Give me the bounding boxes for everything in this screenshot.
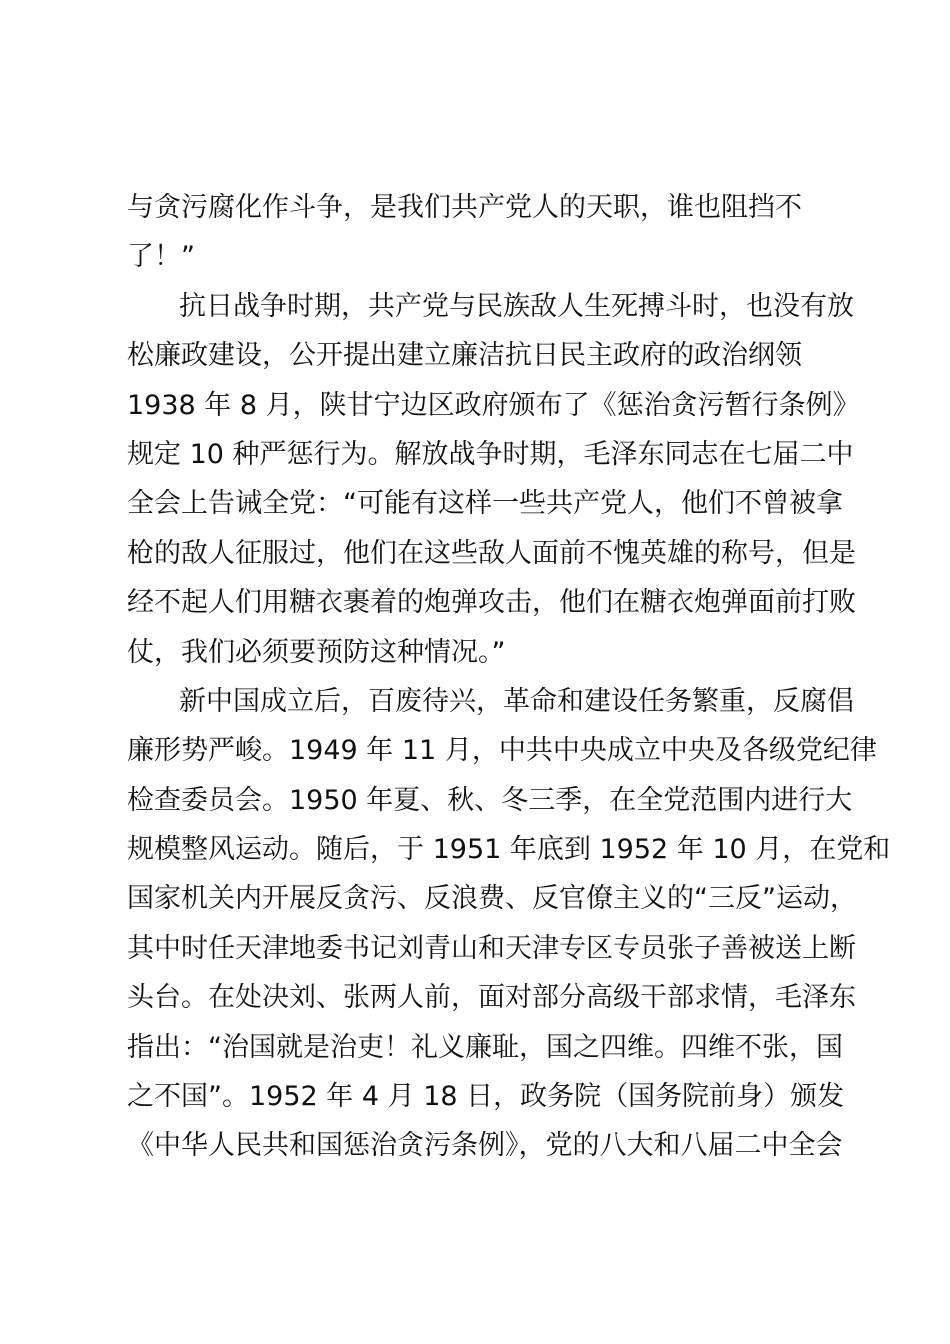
text-line: 经不起人们用糖衣裹着的炮弹攻击，他们在糖衣炮弹面前打败 [127,587,856,619]
paragraph-first-line: 抗日战争时期，共产党与民族敌人生死搏斗时，也没有放 [179,290,854,322]
text-line: 检查委员会。1950 年夏、秋、冬三季，在全党范围内进行大 [127,784,853,816]
text-line: 枪的敌人征服过，他们在这些敌人面前不愧英雄的称号，但是 [127,537,856,569]
text-line: 松廉政建设，公开提出建立廉洁抗日民主政府的政治纲领 [127,340,802,372]
text-line: 规模整风运动。随后，于 1951 年底到 1952 年 10 月，在党和 [127,834,891,866]
text-line: 全会上告诫全党：“可能有这样一些共产党人，他们不曾被拿 [127,488,843,520]
text-line: 仗，我们必须要预防这种情况。” [127,636,506,668]
text-line: 国家机关内开展反贪污、反浪费、反官僚主义的“三反”运动， [127,883,857,915]
paragraph-first-line: 新中国成立后，百废待兴，革命和建设任务繁重，反腐倡 [179,685,854,717]
text-line: 其中时任天津地委书记刘青山和天津专区专员张子善被送上断 [127,932,856,964]
text-line: 了！” [127,241,195,273]
text-line: 《中华人民共和国惩治贪污条例》，党的八大和八届二中全会 [127,1130,843,1162]
text-line: 头台。在处决刘、张两人前，面对部分高级干部求情，毛泽东 [127,982,856,1014]
body-text [127,183,891,1171]
text-line: 规定 10 种严惩行为。解放战争时期，毛泽东同志在七届二中 [127,438,854,470]
text-line: 指出：“治国就是治吏！礼义廉耻，国之四维。四维不张，国 [127,1031,843,1063]
text-line: 之不国”。1952 年 4 月 18 日，政务院（国务院前身）颁发 [127,1081,845,1113]
text-line: 廉形势严峻。1949 年 11 月，中共中央成立中央及各级党纪律 [127,735,877,767]
text-line: 1938 年 8 月，陕甘宁边区政府颁布了《惩治贪污暂行条例》 [127,389,860,421]
text-line: 与贪污腐化作斗争，是我们共产党人的天职，谁也阻挡不 [127,192,802,223]
